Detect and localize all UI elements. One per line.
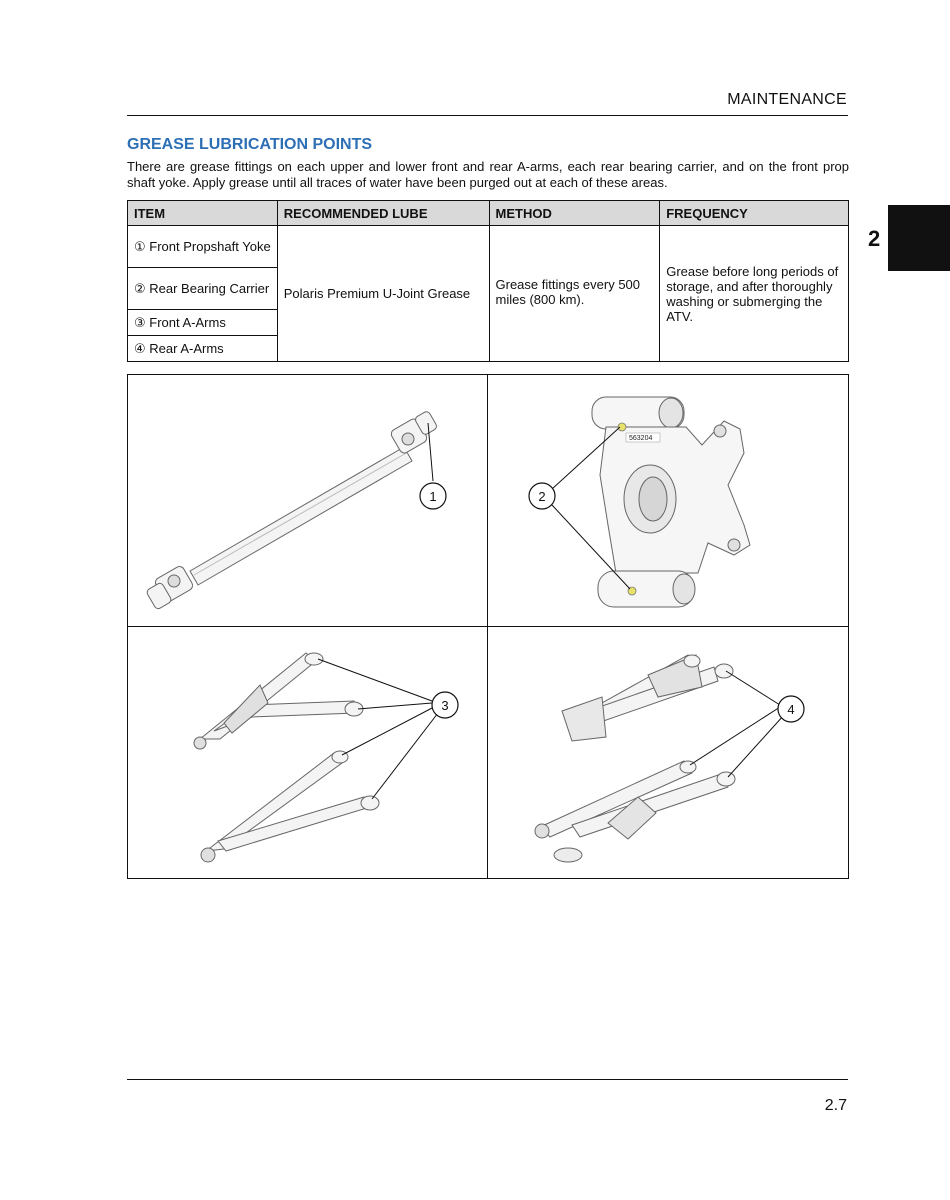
running-header: MAINTENANCE — [727, 91, 847, 108]
front-a-arms-illustration — [128, 627, 487, 878]
figure-grid — [127, 374, 849, 879]
table-row — [128, 226, 849, 268]
callout-2-label: 2 — [538, 489, 546, 504]
bearing-carrier-illustration — [488, 375, 848, 626]
figure-rear-bearing-carrier — [488, 375, 848, 627]
figure-front-propshaft — [128, 375, 488, 627]
col-header-method: METHOD — [489, 201, 660, 226]
item-rear-a-arms: ④ Rear A-Arms — [128, 336, 278, 362]
col-header-item: ITEM — [128, 201, 278, 226]
header-rule — [127, 115, 848, 116]
footer-rule — [127, 1079, 848, 1080]
callout-3-label: 3 — [441, 698, 449, 713]
item-front-a-arms: ③ Front A-Arms — [128, 310, 278, 336]
col-header-frequency: FREQUENCY — [660, 201, 849, 226]
figure-rear-a-arms — [488, 627, 848, 878]
callout-4-label: 4 — [787, 702, 795, 717]
grease-fitting-icon — [618, 423, 626, 431]
item-front-propshaft-yoke: ① Front Propshaft Yoke — [128, 226, 278, 268]
table-header-row — [128, 201, 849, 226]
chapter-tab — [888, 205, 950, 271]
frequency-cell: Grease before long periods of storage, and after thoroughly washing or submerging the ATV. — [660, 226, 849, 362]
section-title: GREASE LUBRICATION POINTS — [127, 136, 373, 153]
lubrication-table — [127, 200, 849, 362]
col-header-lube: RECOMMENDED LUBE — [277, 201, 489, 226]
figure-front-a-arms — [128, 627, 488, 878]
method-cell: Grease fittings every 500 miles (800 km). — [489, 226, 660, 362]
callout-1-label: 1 — [429, 489, 437, 504]
propshaft-illustration — [128, 375, 487, 626]
intro-paragraph: There are grease fittings on each upper and lower front and rear A-arms, each rear bearing carrier, and on the front prop shaft yoke. Apply grease until all traces of water have been purged out at each of these areas. — [127, 159, 849, 190]
item-rear-bearing-carrier: ② Rear Bearing Carrier — [128, 268, 278, 310]
page-number: 2.7 — [824, 1097, 847, 1114]
part-code: 563204 — [629, 435, 653, 442]
lube-cell: Polaris Premium U-Joint Grease — [277, 226, 489, 362]
rear-a-arms-illustration — [488, 627, 848, 878]
chapter-number: 2 — [868, 226, 881, 251]
